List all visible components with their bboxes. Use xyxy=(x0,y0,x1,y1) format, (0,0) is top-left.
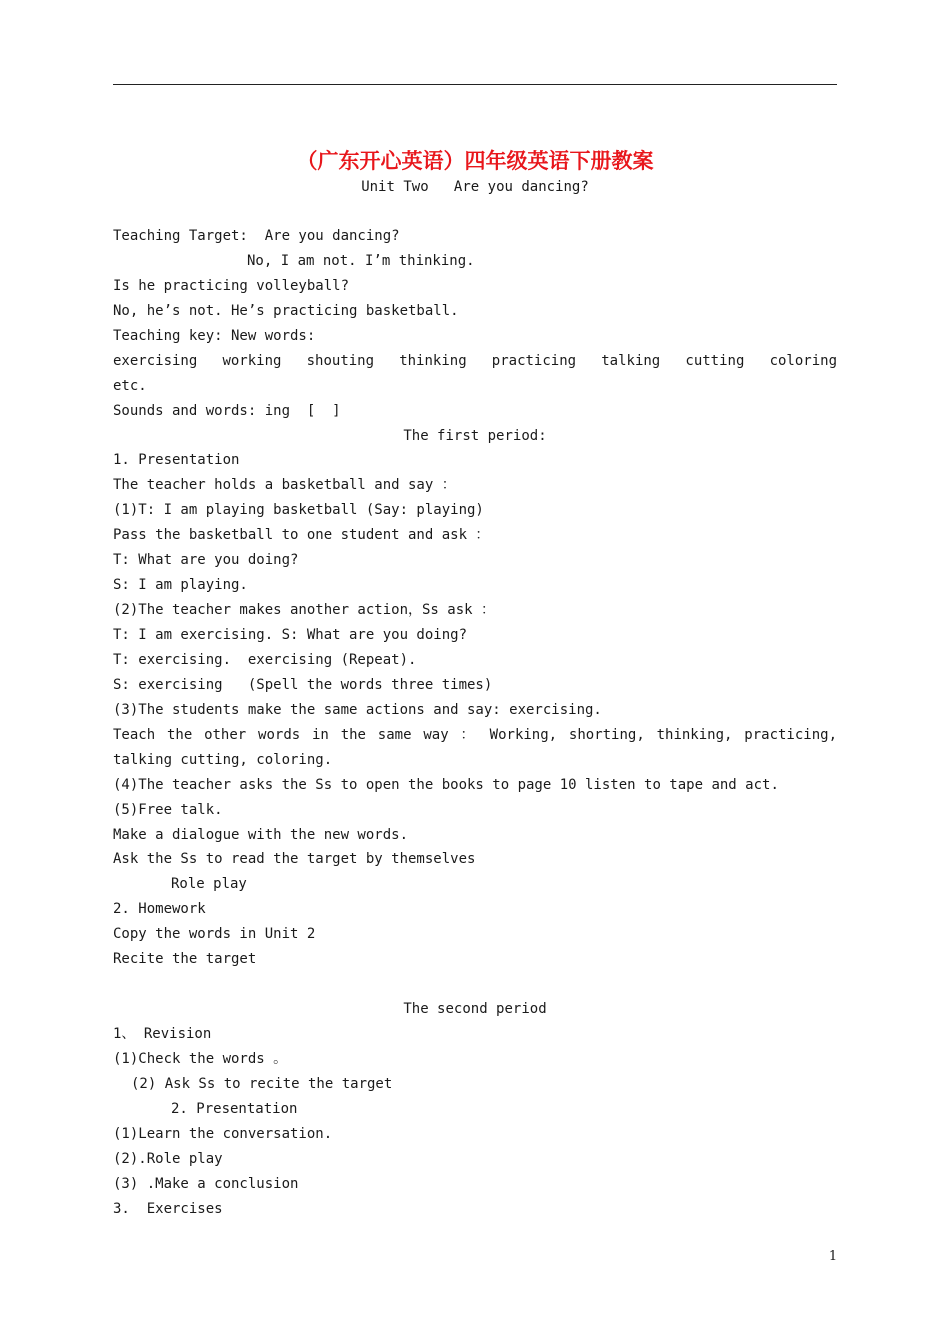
section-heading-first-period: The first period: xyxy=(403,427,547,444)
lesson-plan-body xyxy=(113,224,837,1222)
unit-subtitle: Unit Two Are you dancing? xyxy=(361,179,589,195)
procedure-line: (1)Learn the conversation. xyxy=(113,1125,333,1142)
procedure-line: (2) Ask Ss to recite the target xyxy=(131,1075,393,1092)
dialogue-line: T: I am exercising. S: What are you doing? xyxy=(113,627,468,643)
page-number: 1 xyxy=(828,1249,838,1264)
target-answer-line: No, I am not. I’m thinking. xyxy=(247,252,475,269)
procedure-line: (1)Check the words 。 xyxy=(113,1050,288,1067)
step-heading: 1、 Revision xyxy=(113,1026,212,1042)
procedure-line: Pass the basketball to one student and ask ： xyxy=(113,527,490,544)
teaching-target-line: Teaching Target: Are you dancing? xyxy=(113,228,400,244)
procedure-line: (5)Free talk. xyxy=(113,801,223,818)
procedure-line: (2)The teacher makes another action，Ss ask ： xyxy=(113,602,496,619)
homework-line: Recite the target xyxy=(113,951,257,968)
new-words-line: exercising working shouting thinking practicing talking cutting coloring xyxy=(113,352,837,369)
homework-line: Copy the words in Unit 2 xyxy=(113,926,316,943)
section-heading-second-period: The second period xyxy=(403,1001,547,1018)
procedure-line: (3)The students make the same actions and say: exercising. xyxy=(113,701,602,718)
new-words-line: etc. xyxy=(113,377,147,394)
procedure-line: Make a dialogue with the new words. xyxy=(113,826,409,843)
procedure-line: Ask the Ss to read the target by themselves xyxy=(113,851,476,868)
procedure-line: (4)The teacher asks the Ss to open the books to page 10 listen to tape and act. xyxy=(113,776,779,793)
procedure-line: (2).Role play xyxy=(113,1150,223,1167)
dialogue-line: T: What are you doing? xyxy=(113,552,299,569)
step-heading: 1. Presentation xyxy=(113,452,240,469)
procedure-line: Teach the other words in the same way ： Working, shorting, thinking, practicing, xyxy=(113,726,837,743)
document-title: （广东开心英语）四年级英语下册教案 xyxy=(296,149,654,173)
procedure-line: The teacher holds a basketball and say ： xyxy=(113,477,456,494)
header-rule xyxy=(113,84,837,85)
blank-line xyxy=(113,972,837,997)
step-heading: 2. Homework xyxy=(113,901,206,918)
dialogue-line: S: I am playing. xyxy=(113,577,248,594)
sounds-and-words-line: Sounds and words: ing [ ] xyxy=(113,402,341,419)
teaching-key-line: Teaching key: New words: xyxy=(113,327,316,344)
procedure-line: (3) .Make a conclusion xyxy=(113,1175,299,1192)
procedure-line: Role play xyxy=(171,876,247,893)
step-heading: 2. Presentation xyxy=(171,1100,298,1117)
procedure-line: (1)T: I am playing basketball (Say: playing) xyxy=(113,502,484,519)
dialogue-line: S: exercising (Spell the words three times) xyxy=(113,676,493,693)
dialogue-line: T: exercising. exercising (Repeat). xyxy=(113,651,417,668)
target-answer-line: No, he’s not. He’s practicing basketball. xyxy=(113,302,459,319)
step-heading: 3. Exercises xyxy=(113,1200,223,1217)
target-question-line: Is he practicing volleyball? xyxy=(113,277,350,294)
procedure-line: talking cutting, coloring. xyxy=(113,751,333,768)
